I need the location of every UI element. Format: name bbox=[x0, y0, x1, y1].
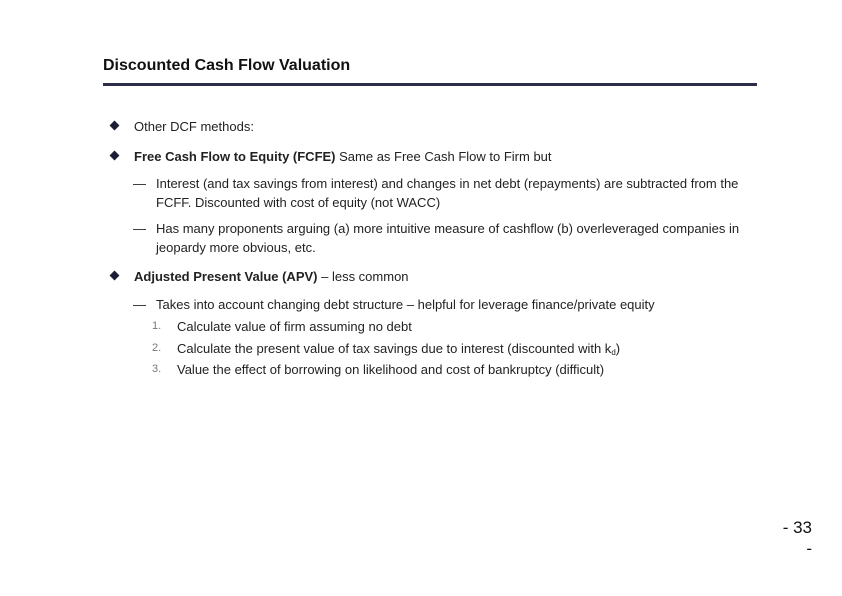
bullet-description: Same as Free Cash Flow to Firm but bbox=[335, 149, 552, 164]
subpoint-text bbox=[156, 219, 796, 257]
step-text bbox=[177, 340, 620, 361]
step-text-main: Calculate the present value of tax savings due to interest (discounted with k bbox=[177, 341, 612, 356]
diamond-bullet-icon bbox=[110, 271, 120, 281]
subpoint-line-2: jeopardy more obvious, etc. bbox=[156, 240, 316, 255]
diamond-bullet-icon bbox=[110, 151, 120, 161]
slide-title: Discounted Cash Flow Valuation bbox=[103, 57, 351, 74]
subpoint-text bbox=[156, 174, 796, 212]
subpoint-line-2: FCFF. Discounted with cost of equity (not WACC) bbox=[156, 195, 441, 210]
dash-bullet-icon: — bbox=[133, 221, 146, 236]
step-text-suffix: ) bbox=[615, 341, 621, 356]
subpoint-text: Takes into account changing debt structure – helpful for leverage finance/private equity bbox=[156, 297, 655, 312]
step-text: Calculate value of firm assuming no debt bbox=[177, 319, 412, 334]
bullet-text bbox=[134, 148, 552, 165]
page-number bbox=[783, 517, 812, 559]
bullet-text: Other DCF methods: bbox=[134, 119, 254, 134]
dash-bullet-icon: — bbox=[133, 297, 146, 312]
subpoint-line-1: Has many proponents arguing (a) more intuitive measure of cashflow (b) overleveraged companies in bbox=[156, 221, 740, 236]
step-subscript: d bbox=[611, 348, 616, 357]
dash-bullet-icon: — bbox=[133, 176, 146, 191]
subpoint-line-1: Interest (and tax savings from interest) and changes in net debt (repayments) are subtracted from the bbox=[156, 176, 739, 191]
step-number: 2. bbox=[152, 342, 162, 354]
diamond-bullet-icon bbox=[110, 121, 120, 131]
step-number: 1. bbox=[152, 320, 162, 332]
step-number: 3. bbox=[152, 363, 162, 375]
page-number-line-2: - bbox=[806, 539, 812, 558]
bullet-text bbox=[134, 268, 409, 285]
bullet-bold-term: Free Cash Flow to Equity (FCFE) bbox=[134, 149, 336, 164]
title-divider bbox=[103, 83, 757, 86]
page-number-line-1: - 33 bbox=[782, 518, 812, 537]
bullet-description: – less common bbox=[317, 269, 409, 284]
step-text: Value the effect of borrowing on likelihood and cost of bankruptcy (difficult) bbox=[177, 362, 605, 377]
bullet-bold-term: Adjusted Present Value (APV) bbox=[134, 269, 318, 284]
